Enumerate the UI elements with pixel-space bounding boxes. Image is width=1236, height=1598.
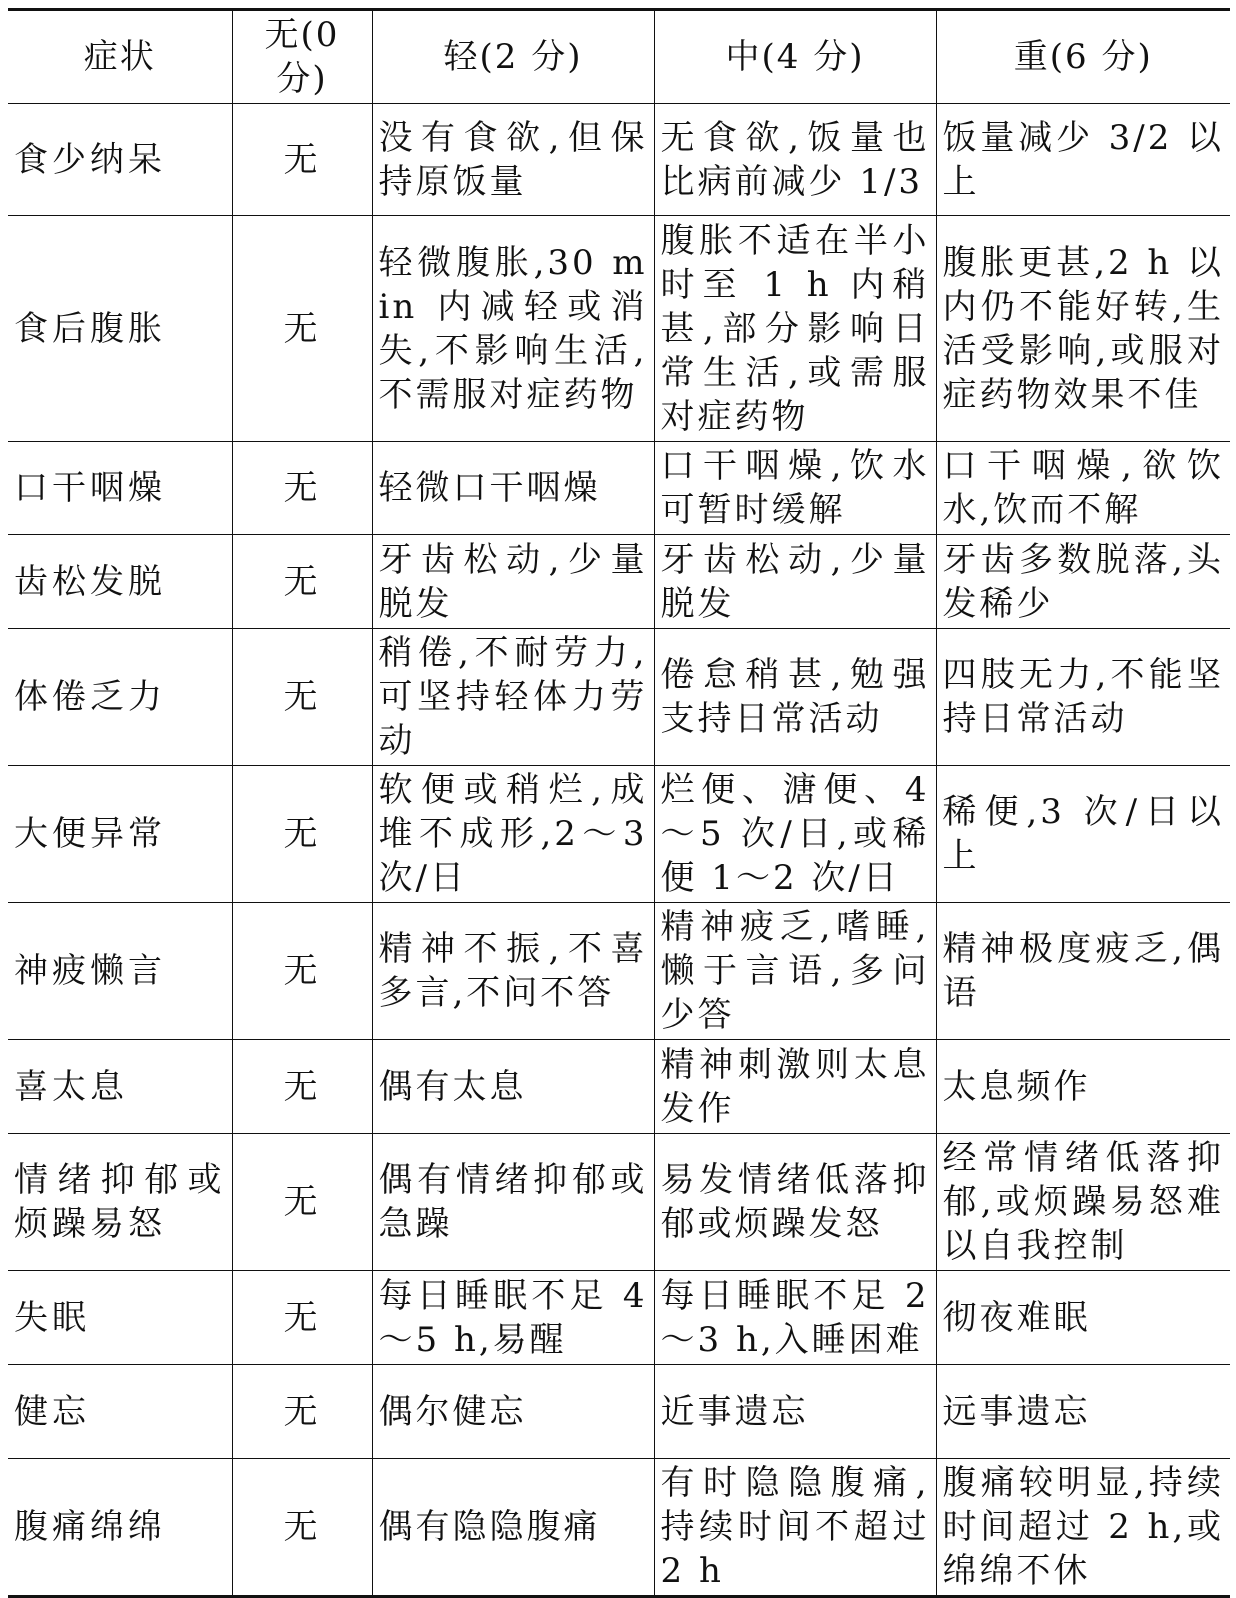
symptom-cell: 失眠 bbox=[8, 1271, 232, 1365]
moderate-cell: 无食欲,饭量也比病前减少 1/3 bbox=[654, 104, 936, 216]
none-cell: 无 bbox=[232, 535, 372, 629]
table-row bbox=[8, 442, 1230, 535]
symptom-cell: 食少纳呆 bbox=[8, 104, 232, 216]
none-cell: 无 bbox=[232, 1271, 372, 1365]
symptom-cell: 健忘 bbox=[8, 1365, 232, 1459]
none-cell: 无 bbox=[232, 216, 372, 442]
symptom-grading-sheet bbox=[8, 8, 1230, 1591]
moderate-cell: 易发情绪低落抑郁或烦躁发怒 bbox=[654, 1134, 936, 1271]
moderate-cell: 有时隐隐腹痛,持续时间不超过 2 h bbox=[654, 1459, 936, 1597]
mild-cell: 轻微口干咽燥 bbox=[372, 442, 654, 535]
moderate-cell: 烂便、溏便、4～5 次/日,或稀便 1～2 次/日 bbox=[654, 766, 936, 903]
table-row bbox=[8, 1271, 1230, 1365]
table-row bbox=[8, 104, 1230, 216]
symptom-cell: 神疲懒言 bbox=[8, 903, 232, 1040]
symptom-cell: 口干咽燥 bbox=[8, 442, 232, 535]
none-cell: 无 bbox=[232, 1040, 372, 1134]
mild-cell: 精神不振,不喜多言,不问不答 bbox=[372, 903, 654, 1040]
moderate-cell: 倦怠稍甚,勉强支持日常活动 bbox=[654, 629, 936, 766]
header-row bbox=[8, 10, 1230, 104]
mild-cell: 软便或稍烂,成堆不成形,2～3 次/日 bbox=[372, 766, 654, 903]
mild-cell: 牙齿松动,少量脱发 bbox=[372, 535, 654, 629]
none-cell: 无 bbox=[232, 1134, 372, 1271]
severe-cell: 精神极度疲乏,偶语 bbox=[936, 903, 1230, 1040]
mild-cell: 每日睡眠不足 4～5 h,易醒 bbox=[372, 1271, 654, 1365]
table-row bbox=[8, 1134, 1230, 1271]
severe-cell: 稀便,3 次/日以上 bbox=[936, 766, 1230, 903]
table-row bbox=[8, 1040, 1230, 1134]
symptom-cell: 情绪抑郁或烦躁易怒 bbox=[8, 1134, 232, 1271]
mild-cell: 偶有隐隐腹痛 bbox=[372, 1459, 654, 1597]
severe-cell: 饭量减少 3/2 以上 bbox=[936, 104, 1230, 216]
header-severe: 重(6 分) bbox=[936, 10, 1230, 104]
moderate-cell: 精神疲乏,嗜睡,懒于言语,多问少答 bbox=[654, 903, 936, 1040]
severe-cell: 口干咽燥,欲饮水,饮而不解 bbox=[936, 442, 1230, 535]
severe-cell: 远事遗忘 bbox=[936, 1365, 1230, 1459]
header-moderate: 中(4 分) bbox=[654, 10, 936, 104]
severe-cell: 彻夜难眠 bbox=[936, 1271, 1230, 1365]
none-cell: 无 bbox=[232, 442, 372, 535]
none-cell: 无 bbox=[232, 903, 372, 1040]
severe-cell: 腹胀更甚,2 h 以内仍不能好转,生活受影响,或服对症药物效果不佳 bbox=[936, 216, 1230, 442]
severe-cell: 牙齿多数脱落,头发稀少 bbox=[936, 535, 1230, 629]
symptom-cell: 喜太息 bbox=[8, 1040, 232, 1134]
table-row bbox=[8, 216, 1230, 442]
moderate-cell: 每日睡眠不足 2～3 h,入睡困难 bbox=[654, 1271, 936, 1365]
moderate-cell: 口干咽燥,饮水可暂时缓解 bbox=[654, 442, 936, 535]
mild-cell: 偶尔健忘 bbox=[372, 1365, 654, 1459]
symptom-cell: 腹痛绵绵 bbox=[8, 1459, 232, 1597]
severe-cell: 腹痛较明显,持续时间超过 2 h,或绵绵不休 bbox=[936, 1459, 1230, 1597]
symptom-cell: 食后腹胀 bbox=[8, 216, 232, 442]
severe-cell: 四肢无力,不能坚持日常活动 bbox=[936, 629, 1230, 766]
none-cell: 无 bbox=[232, 104, 372, 216]
none-cell: 无 bbox=[232, 1459, 372, 1597]
moderate-cell: 腹胀不适在半小时至 1 h 内稍甚,部分影响日常生活,或需服对症药物 bbox=[654, 216, 936, 442]
table-row bbox=[8, 629, 1230, 766]
symptom-grading-table bbox=[8, 8, 1230, 1598]
moderate-cell: 精神刺激则太息发作 bbox=[654, 1040, 936, 1134]
mild-cell: 轻微腹胀,30 min 内减轻或消失,不影响生活,不需服对症药物 bbox=[372, 216, 654, 442]
table-row bbox=[8, 766, 1230, 903]
table-row bbox=[8, 903, 1230, 1040]
none-cell: 无 bbox=[232, 629, 372, 766]
table-row bbox=[8, 1365, 1230, 1459]
severe-cell: 太息频作 bbox=[936, 1040, 1230, 1134]
mild-cell: 偶有情绪抑郁或急躁 bbox=[372, 1134, 654, 1271]
none-cell: 无 bbox=[232, 766, 372, 903]
symptom-cell: 大便异常 bbox=[8, 766, 232, 903]
severe-cell: 经常情绪低落抑郁,或烦躁易怒难以自我控制 bbox=[936, 1134, 1230, 1271]
header-mild: 轻(2 分) bbox=[372, 10, 654, 104]
none-cell: 无 bbox=[232, 1365, 372, 1459]
table-row bbox=[8, 535, 1230, 629]
mild-cell: 稍倦,不耐劳力,可坚持轻体力劳动 bbox=[372, 629, 654, 766]
mild-cell: 没有食欲,但保持原饭量 bbox=[372, 104, 654, 216]
table-row bbox=[8, 1459, 1230, 1597]
symptom-cell: 体倦乏力 bbox=[8, 629, 232, 766]
moderate-cell: 近事遗忘 bbox=[654, 1365, 936, 1459]
header-none: 无(0 分) bbox=[232, 10, 372, 104]
header-symptom: 症状 bbox=[8, 10, 232, 104]
mild-cell: 偶有太息 bbox=[372, 1040, 654, 1134]
moderate-cell: 牙齿松动,少量脱发 bbox=[654, 535, 936, 629]
symptom-cell: 齿松发脱 bbox=[8, 535, 232, 629]
